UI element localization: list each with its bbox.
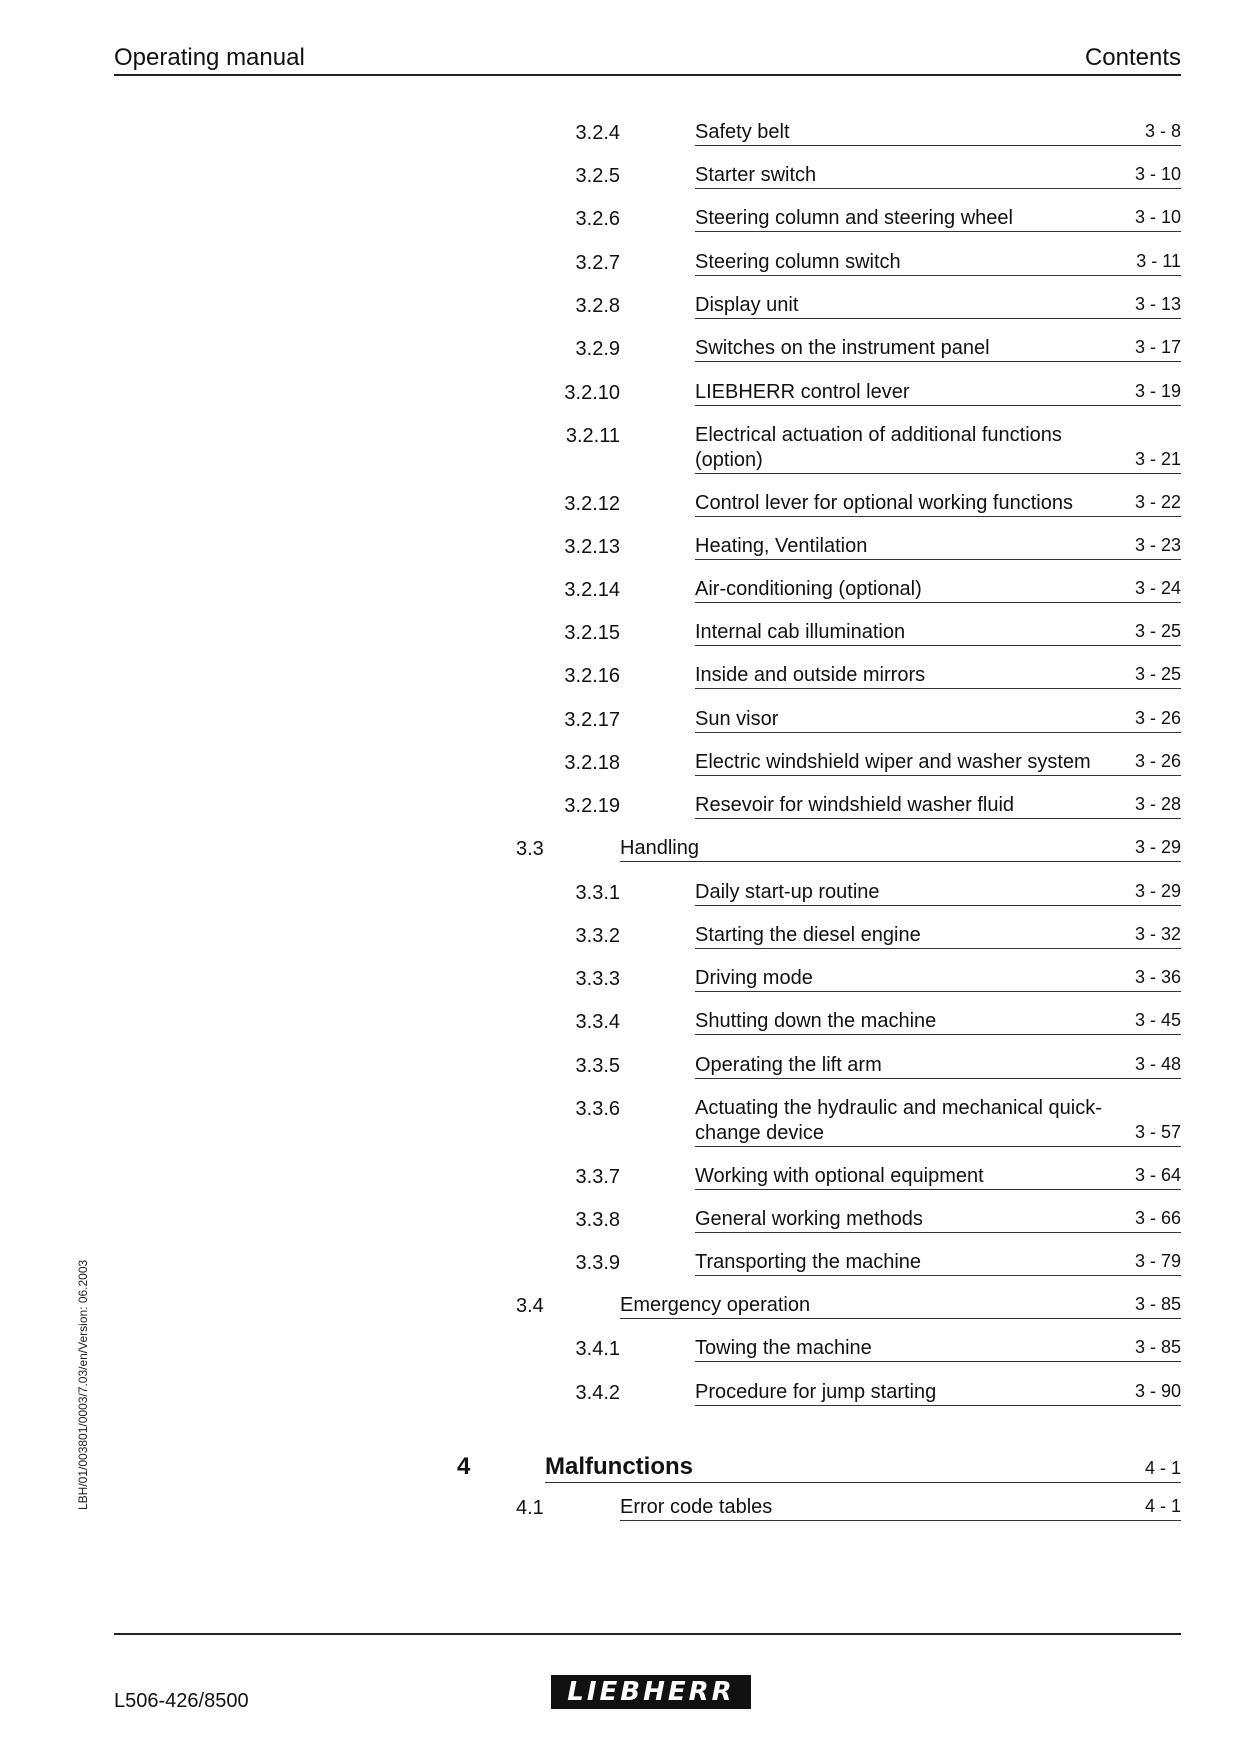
toc-entry[interactable] <box>695 120 1181 146</box>
toc-page-number: 3 - 25 <box>1134 664 1181 684</box>
toc-number: 3.2.15 <box>564 622 620 644</box>
toc-entry[interactable] <box>695 1207 1181 1233</box>
toc-page-number: 3 - 17 <box>1134 337 1181 357</box>
header-section: Contents <box>1084 44 1181 71</box>
toc-page-number: 3 - 10 <box>1134 164 1181 184</box>
toc-entry[interactable] <box>695 1009 1181 1035</box>
toc-entry[interactable] <box>695 577 1181 603</box>
toc-entry[interactable] <box>695 491 1181 517</box>
toc-entry[interactable] <box>695 380 1181 406</box>
toc-number: 3.4.1 <box>575 1338 620 1360</box>
toc-entry[interactable] <box>695 250 1181 276</box>
toc-number: 3.2.12 <box>564 493 620 515</box>
toc-page-number: 3 - 32 <box>1134 924 1181 944</box>
toc-entry[interactable] <box>695 423 1181 474</box>
toc-title: Safety belt <box>695 121 790 143</box>
toc-title: Resevoir for windshield washer fluid <box>695 794 1015 816</box>
toc-title: Internal cab illumination <box>695 621 906 643</box>
toc-page-number: 3 - 11 <box>1136 251 1181 271</box>
toc-page-number: 3 - 85 <box>1134 1294 1181 1314</box>
toc-entry[interactable] <box>695 923 1181 949</box>
toc-title: General working methods <box>695 1208 923 1230</box>
toc-number: 3.3.2 <box>575 925 620 947</box>
toc-page-number: 3 - 19 <box>1134 381 1181 401</box>
toc-page-number: 3 - 29 <box>1134 837 1181 857</box>
toc-number: 3.3.9 <box>575 1252 620 1274</box>
toc-entry[interactable] <box>695 663 1181 689</box>
toc-title: Control lever for optional working functions <box>695 492 1073 514</box>
toc-title: Daily start-up routine <box>695 881 880 903</box>
toc-entry[interactable] <box>695 336 1181 362</box>
toc-number: 3.4 <box>516 1295 544 1317</box>
toc-entry[interactable] <box>695 1336 1181 1362</box>
toc-number: 3.2.10 <box>564 382 620 404</box>
toc-title: Electric windshield wiper and washer system <box>695 751 1091 773</box>
toc-entry[interactable] <box>695 707 1181 733</box>
toc-entry[interactable] <box>695 293 1181 319</box>
toc-page-number: 3 - 13 <box>1134 294 1181 314</box>
toc-page-number: 3 - 45 <box>1134 1010 1181 1030</box>
toc-title: Malfunctions <box>545 1453 693 1480</box>
toc-entry[interactable] <box>695 966 1181 992</box>
toc-page-number: 3 - 90 <box>1134 1381 1181 1401</box>
toc-page-number: 3 - 36 <box>1134 967 1181 987</box>
toc-title: Heating, Ventilation <box>695 535 868 557</box>
toc-number: 3.2.18 <box>564 752 620 774</box>
toc-number: 4.1 <box>516 1497 544 1519</box>
toc-number: 3.3.1 <box>575 882 620 904</box>
toc-number: 3.2.17 <box>564 709 620 731</box>
toc-entry[interactable] <box>695 206 1181 232</box>
toc-page-number: 3 - 25 <box>1134 621 1181 641</box>
toc-title: Inside and outside mirrors <box>695 664 926 686</box>
toc-entry[interactable] <box>695 620 1181 646</box>
toc-number: 3.2.13 <box>564 536 620 558</box>
toc-page-number: 3 - 8 <box>1144 121 1181 141</box>
toc-title: Electrical actuation of additional functions (option) <box>695 424 1062 471</box>
toc-page-number: 3 - 24 <box>1134 578 1181 598</box>
toc-number: 3.2.14 <box>564 579 620 601</box>
toc-page-number: 3 - 26 <box>1134 708 1181 728</box>
toc-number: 4 <box>457 1453 471 1480</box>
toc-title: Sun visor <box>695 708 779 730</box>
toc-number: 3.3.4 <box>575 1011 620 1033</box>
toc-title: Driving mode <box>695 967 813 989</box>
toc-entry[interactable] <box>695 1053 1181 1079</box>
toc-number: 3.2.9 <box>575 338 620 360</box>
toc-page-number: 3 - 23 <box>1134 535 1181 555</box>
toc-number: 3.2.16 <box>564 665 620 687</box>
toc-entry[interactable] <box>695 750 1181 776</box>
toc-page-number: 3 - 48 <box>1134 1054 1181 1074</box>
toc-page-number: 3 - 21 <box>1134 449 1181 469</box>
toc-entry[interactable] <box>695 534 1181 560</box>
toc-number: 3.2.8 <box>575 295 620 317</box>
toc-title: Display unit <box>695 294 799 316</box>
toc-title: Starting the diesel engine <box>695 924 921 946</box>
toc-number: 3.2.6 <box>575 208 620 230</box>
toc-entry[interactable] <box>620 1495 1181 1521</box>
toc-number: 3.3.6 <box>575 1098 620 1120</box>
toc-number: 3.3.3 <box>575 968 620 990</box>
toc-entry[interactable] <box>620 836 1181 862</box>
toc-page-number: 3 - 85 <box>1134 1337 1181 1357</box>
toc-number: 3.2.4 <box>575 122 620 144</box>
toc-entry[interactable] <box>695 880 1181 906</box>
toc-title: Steering column and steering wheel <box>695 207 1013 229</box>
toc-page-number: 3 - 57 <box>1134 1122 1181 1142</box>
toc-entry[interactable] <box>695 1380 1181 1406</box>
toc-page-number: 3 - 66 <box>1134 1208 1181 1228</box>
toc-entry[interactable] <box>695 1164 1181 1190</box>
toc-entry[interactable] <box>695 793 1181 819</box>
toc-entry[interactable] <box>695 163 1181 189</box>
toc-title: Procedure for jump starting <box>695 1381 937 1403</box>
toc-title: Error code tables <box>620 1496 773 1518</box>
toc-page-number: 3 - 64 <box>1134 1165 1181 1185</box>
toc-number: 3.2.7 <box>575 252 620 274</box>
toc-title: Working with optional equipment <box>695 1165 984 1187</box>
toc-page-number: 3 - 28 <box>1134 794 1181 814</box>
toc-number: 3.4.2 <box>575 1382 620 1404</box>
toc-page-number: 3 - 29 <box>1134 881 1181 901</box>
liebherr-logo: LIEBHERR <box>551 1675 751 1709</box>
toc-title: Switches on the instrument panel <box>695 337 990 359</box>
toc-title: Actuating the hydraulic and mechanical quick-change device <box>695 1097 1102 1144</box>
toc-page-number: 3 - 26 <box>1134 751 1181 771</box>
toc-title: Handling <box>620 837 699 859</box>
toc-number: 3.2.19 <box>564 795 620 817</box>
toc-entry[interactable] <box>620 1293 1181 1319</box>
toc-page-number: 3 - 22 <box>1134 492 1181 512</box>
toc-number: 3.2.5 <box>575 165 620 187</box>
document-reference: LBH/01/003801/0003/7.03/en/Version: 06.2003 <box>76 1259 90 1510</box>
toc-number: 3.3.7 <box>575 1166 620 1188</box>
toc-entry[interactable] <box>545 1452 1181 1483</box>
toc-number: 3.3.5 <box>575 1055 620 1077</box>
toc-title: Air-conditioning (optional) <box>695 578 922 600</box>
header-title: Operating manual <box>114 44 305 71</box>
toc-number: 3.3 <box>516 838 544 860</box>
toc-title: LIEBHERR control lever <box>695 381 910 403</box>
toc-title: Shutting down the machine <box>695 1010 937 1032</box>
toc-number: 3.2.11 <box>565 425 620 447</box>
page-footer <box>114 1633 1181 1725</box>
toc-page-number: 3 - 79 <box>1134 1251 1181 1271</box>
model-number: L506-426/8500 <box>114 1690 249 1712</box>
toc-entry[interactable] <box>695 1096 1181 1147</box>
toc-title: Emergency operation <box>620 1294 811 1316</box>
toc-page-number: 4 - 1 <box>1144 1458 1181 1478</box>
toc-number: 3.3.8 <box>575 1209 620 1231</box>
toc-page-number: 4 - 1 <box>1144 1496 1181 1516</box>
toc-title: Starter switch <box>695 164 817 186</box>
toc-title: Operating the lift arm <box>695 1054 882 1076</box>
toc-entry[interactable] <box>695 1250 1181 1276</box>
toc-page-number: 3 - 10 <box>1134 207 1181 227</box>
toc-title: Transporting the machine <box>695 1251 922 1273</box>
toc-title: Steering column switch <box>695 251 901 273</box>
toc-title: Towing the machine <box>695 1337 872 1359</box>
